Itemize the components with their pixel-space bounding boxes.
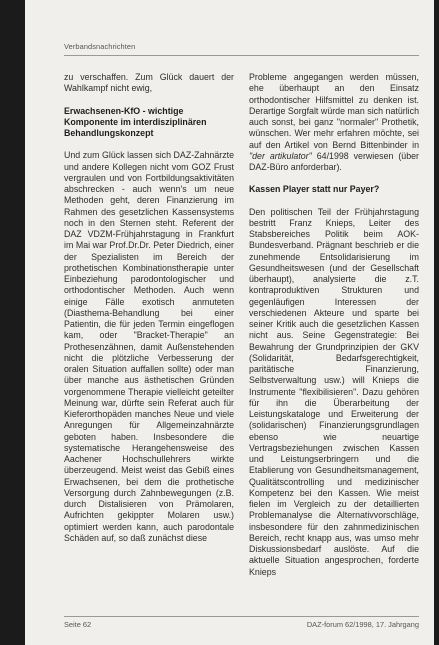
- section-heading-kassen-player: Kassen Player statt nur Payer?: [249, 184, 380, 195]
- body-paragraph: Und zum Glück lassen sich DAZ-Zahnärzte und andere Kollegen nicht vom GOZ Frust vergraulen und von Fortbildungsaktivitäten abschrecken - auch wenn's um neue Methoden geht, deren Finanzierung im Rahmen des gesetzlichen Kassensystems noch in den Sternen steht. Referent der DAZ VDZM-Frühjahrstagung in Frankfurt im Mai war Prof.Dr.Dr. Peter Diedrich, einer der Spezialisten im Bereich der prothetischen Kombinationstherapie unter Einbeziehung parodontologischer und orthodontischer Methoden. Auch wenn einige Fälle exotisch anmuteten (Diasthema-Behandlung bei einer Patientin, die für jeden Termin eingeflogen kam, oder "Bracket-Therapie" an Prothesenzähnen, damit Außenstehenden nicht die plötzliche Verbesserung der oralen Situation auffallen sollte) oder man über manche aus ästhetischen Gründen vorgenommene Therapie vielleicht geteilter Meinung war, dürfte sein Referat auch für Kieferorthopäden manches Neue und viele Anregungen für Allgemeinzahnärzte geboten haben. Insbesondere die systematische Herangehensweise des Aachener Hochschullehrers wirkte überzeugend. Meist weist das Gebiß eines Erwachsenen, bei dem die prothetische Versorgung durch Zahnbewegungen (z.B. durch Distalisieren von Prämolaren, Aufrichten gekippter Molaren usw.) optimiert werden kann, auch parodontale Schäden auf, so daß zunächst diese: [64, 150, 234, 543]
- intro-paragraph: zu verschaffen. Zum Glück dauert der Wahlkampf nicht ewig,: [64, 72, 234, 94]
- section-label: Verbandsnachrichten: [64, 42, 136, 51]
- footer-rule: [64, 616, 419, 617]
- magazine-page: [25, 0, 434, 645]
- body-paragraph: Den politischen Teil der Frühjahrstagung bestritt Franz Knieps, Leiter des Stabsbereiches Politik beim AOK-Bundesverband. Prägnant beschrieb er die zunehmende Entsolidarisierung im Gesundheitswesen (und der Gesellschaft überhaupt), analysierte die z.T. kontraproduktiven Strukturen und gegenläufigen Interessen der verschiedenen Akteure und sparte bei seiner Kritik auch die gesetzlichen Kassen nicht aus. Seine Gegenstrategie: Bei Bewahrung der Grundprinzipien der GKV (Solidarität, Bedarfsgerechtigkeit, paritätische Finanzierung, Selbstverwaltung usw.) will Knieps die Instrumente "flexibilisieren". Dazu gehören für ihn die Überarbeitung der Leistungskataloge und Erweiterung der (solidarischen) Finanzierungsgrundlagen ebenso wie neuartige Vertragsbeziehungen zwischen Kassen und Leistungserbringern und die Etablierung von Gesundheitsmanagement, Qualitätscontrolling und medizinischer Kompetenz bei den Kassen. Wie meist fielen im Vergleich zu der detaillierten Problemanalyse die Alternativvorschläge, insbesondere für den zahnmedizinischen Bereich, recht knapp aus, was umso mehr Diskussionsbedarf auslöste. Auf die aktuelle Situation angesprochen, forderte Knieps: [249, 206, 419, 577]
- header-rule: [64, 55, 419, 56]
- journal-title: "der artikulator": [249, 150, 312, 161]
- paragraph-text: 64/1998 verwiesen (über DAZ-Büro anforderbar).: [249, 150, 419, 172]
- page-number: Seite 62: [64, 620, 92, 629]
- right-column: [249, 72, 419, 578]
- paragraph-text: Probleme angegangen werden müssen, ehe überhaupt an den Einsatz orthodontischer Hilfsmittel zu denken ist. Derartige Sorgfalt würde man sich natürlich auch sonst, bei ganz "normaler" Prothetik, wünschen. Wer mehr erfahren möchte, sei auf den Artikel von Bernd Bittenbinder in: [249, 72, 419, 150]
- left-column: [64, 72, 234, 544]
- publication-info: DAZ-forum 62/1998, 17. Jahrgang: [306, 620, 419, 629]
- section-heading-erwachsenen-kfo: Erwachsenen-KfO - wichtige Komponente im interdisziplinären Behandlungskonzept: [64, 105, 207, 138]
- continuation-paragraph: [249, 72, 419, 173]
